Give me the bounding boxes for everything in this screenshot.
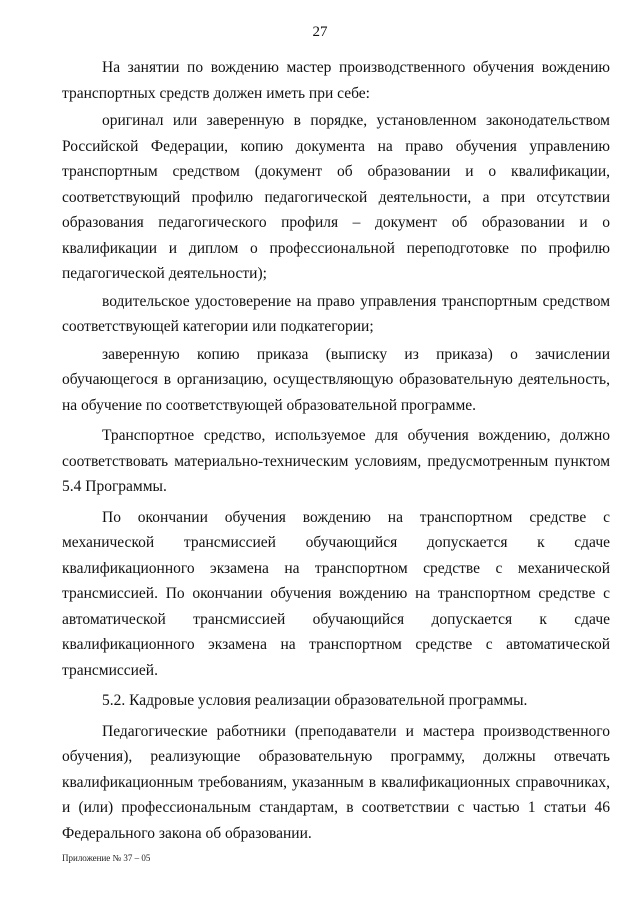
page-number: 27 (312, 24, 328, 40)
paragraph-enrollment-order: заверенную копию приказа (выписку из приказа) о зачислении обучающегося в организацию, осуществляющую образовательную деятельность, на обучение по соответствующей образовательной программе. (62, 345, 610, 414)
paragraph-driver-license: водительское удостоверение на право управления транспортным средством соответствующей категории или подкатегории; (62, 292, 610, 335)
paragraph-transmission: По окончании обучения вождению на транспортном средстве с механической трансмиссией обучающийся допускается к сдаче квалификационного экзамена на транспортном средстве с механической трансмиссией. По окончании обучения вождению на транспортном средстве с автоматической трансмиссией обучающийся допускается к сдаче квалификационного экзамена на транспортном средстве с автоматической трансмиссией. (62, 508, 610, 679)
paragraph-staff-requirements: Педагогические работники (преподаватели и мастера производственного обучения), реализующие образовательную программу, должны отвечать квалификационным требованиям, указанным в квалификационных справочниках, и (или) профессиональным стандартам, в соответствии с частью 1 статьи 46 Федерального закона об образовании. (62, 722, 610, 842)
paragraph-vehicle: Транспортное средство, используемое для обучения вождению, должно соответствовать материально-техническим условиям, предусмотренным пунктом 5.4 Программы. (62, 427, 610, 495)
paragraph-original-document: оригинал или заверенную в порядке, установленном законодательством Российской Федерации, копию документа на право обучения управлению транспортным средством (документ об образовании и о квалификации, соответствующий профилю педагогической деятельности, а при отсутствии образования педагогического профиля – документ об образовании и о квалификации и диплом о профессиональной переподготовке по профилю педагогической деятельности); (62, 112, 610, 282)
paragraph-intro: На занятии по вождению мастер производственного обучения вождению транспортных средств должен иметь при себе: (62, 59, 610, 102)
section-heading-5-2: 5.2. Кадровые условия реализации образовательной программы. (102, 692, 528, 709)
document-body (62, 55, 610, 848)
footer-note: Приложение № 37 – 05 (62, 853, 151, 863)
